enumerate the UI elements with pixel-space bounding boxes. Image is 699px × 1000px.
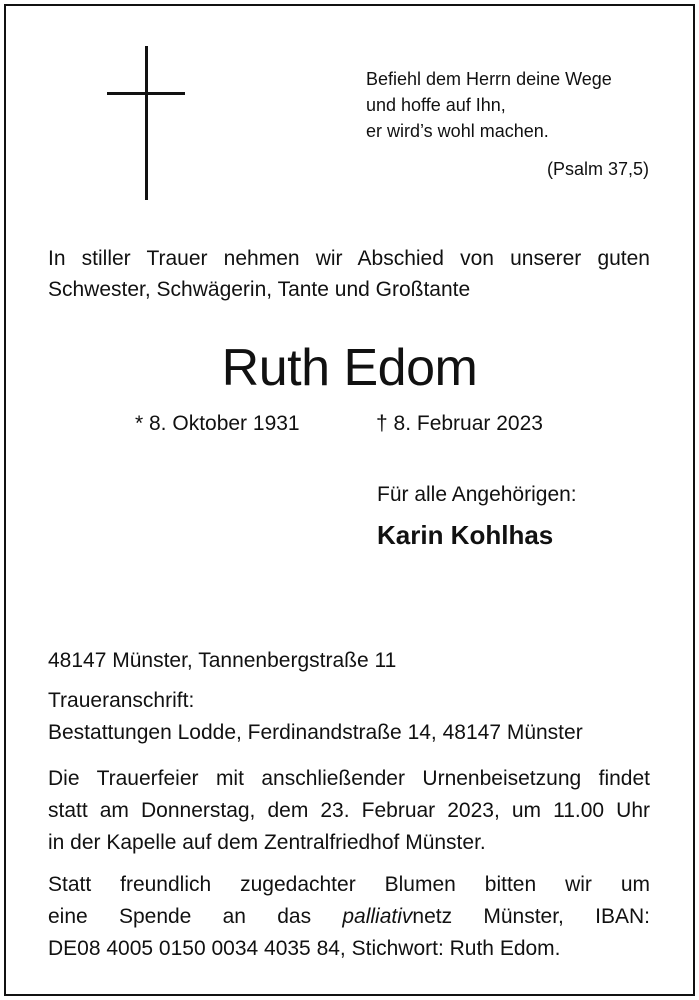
verse-reference: (Psalm 37,5) bbox=[546, 159, 649, 179]
intro-text bbox=[48, 243, 650, 305]
death-date: † 8. Februar 2023 bbox=[376, 412, 543, 435]
donation-info bbox=[48, 869, 650, 965]
donation-line: Statt freundlich zugedachter Blumen bitten wir um bbox=[48, 873, 650, 896]
donation-italic-text: palliativ bbox=[342, 905, 413, 928]
donation-text: netz Münster, IBAN: bbox=[412, 905, 650, 928]
ceremony-line: statt am Donnerstag, dem 23. Februar 2023, um 11.00 Uhr bbox=[48, 799, 650, 822]
donation-line bbox=[48, 901, 650, 933]
mourning-address-label: Traueranschrift: bbox=[48, 689, 195, 712]
verse-line: Befiehl dem Herrn deine Wege bbox=[366, 69, 612, 89]
home-address bbox=[48, 645, 650, 677]
bible-verse bbox=[366, 66, 612, 144]
ceremony-info bbox=[48, 763, 650, 859]
birth-date: * 8. Oktober 1931 bbox=[135, 412, 300, 435]
address-line: 48147 Münster, Tannenbergstraße 11 bbox=[48, 649, 397, 672]
verse-line: er wird’s wohl machen. bbox=[366, 121, 549, 141]
deceased-name: Ruth Edom bbox=[221, 339, 478, 397]
mourning-address bbox=[48, 685, 650, 749]
intro-line: Schwester, Schwägerin, Tante und Großtante bbox=[48, 278, 471, 301]
donation-line: DE08 4005 0150 0034 4035 84, Stichwort: Ruth Edom. bbox=[48, 937, 561, 960]
ceremony-line: in der Kapelle auf dem Zentralfriedhof Münster. bbox=[48, 831, 486, 854]
intro-line: In stiller Trauer nehmen wir Abschied von unserer guten bbox=[48, 247, 650, 270]
family-name: Karin Kohlhas bbox=[377, 520, 554, 550]
verse-line: und hoffe auf Ihn, bbox=[366, 95, 506, 115]
ceremony-line: Die Trauerfeier mit anschließender Urnenbeisetzung findet bbox=[48, 767, 650, 790]
mourning-address-value: Bestattungen Lodde, Ferdinandstraße 14, 48147 Münster bbox=[48, 721, 583, 744]
family-label: Für alle Angehörigen: bbox=[377, 483, 577, 506]
donation-text: eine Spende an das bbox=[48, 905, 343, 928]
